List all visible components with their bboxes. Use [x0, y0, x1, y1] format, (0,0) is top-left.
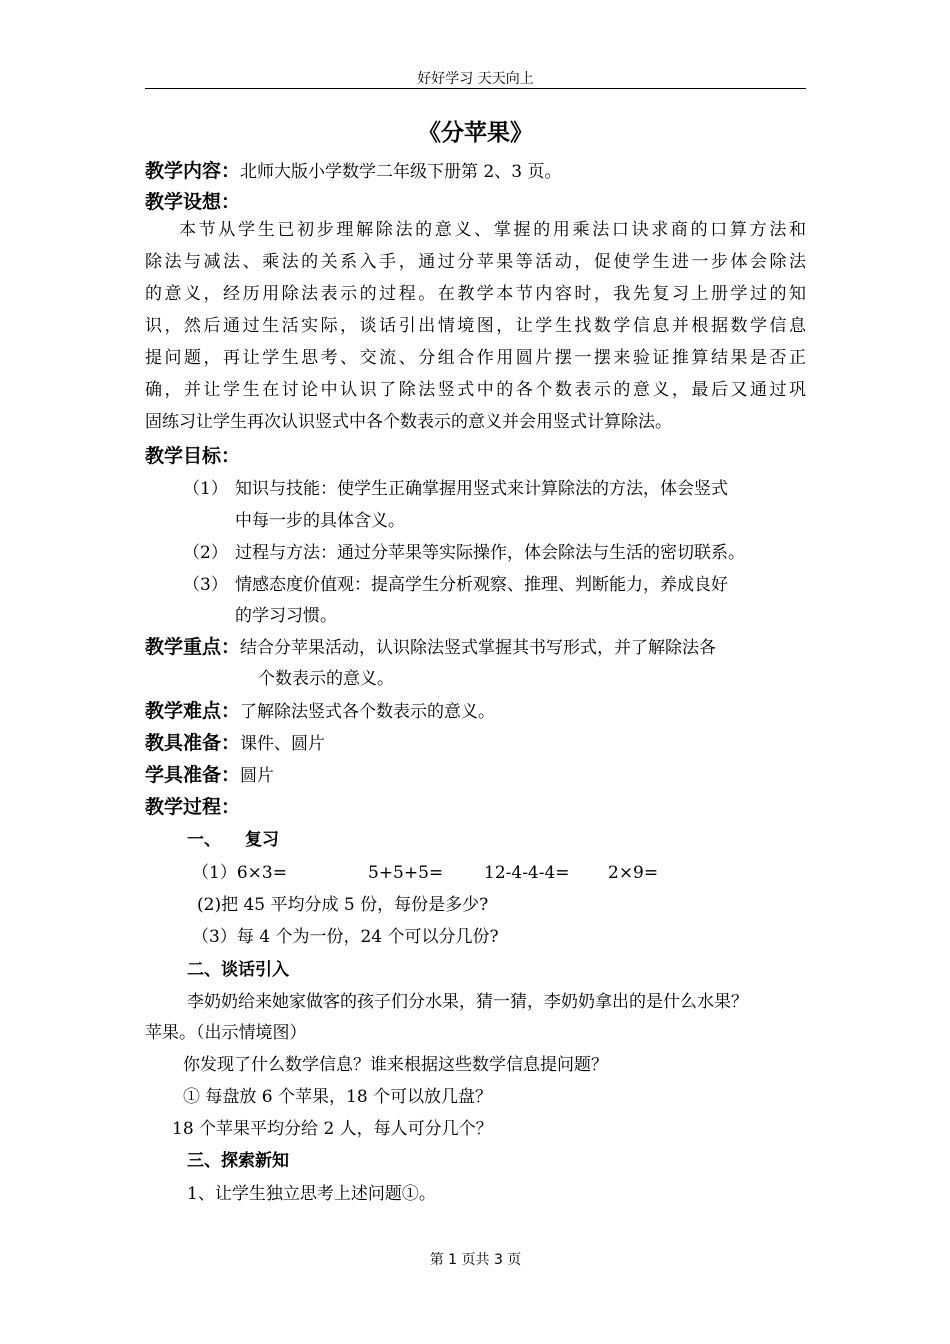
teacher-tools-label: 教具准备：	[145, 732, 241, 754]
review-q3: （3）每 4 个为一份，24 个可以分几份?	[192, 927, 499, 947]
keypoint-label: 教学重点：	[145, 636, 241, 658]
teacher-tools-text: 课件、圆片	[240, 734, 326, 754]
content-text: 北师大版小学数学二年级下册第 2、3 页。	[240, 162, 562, 182]
difficulty-label: 教学难点：	[145, 700, 241, 722]
section-1-title: 复习	[245, 830, 279, 850]
goal-item-3-cont: 的学习习惯。	[235, 606, 337, 626]
review-q2: (2)把 45 平均分成 5 份，每份是多少?	[197, 895, 489, 915]
design-line: 确，并让学生在讨论中认识了除法竖式中的各个数表示的意义，最后又通过巩	[145, 380, 806, 400]
header-rule	[145, 88, 806, 89]
goal-item-2	[183, 538, 745, 563]
section-1-heading	[187, 825, 279, 850]
goal-item-1	[183, 474, 728, 499]
student-tools-row	[145, 760, 274, 787]
section-2-heading: 二、谈话引入	[187, 960, 289, 980]
intro-line-5: 18 个苹果平均分给 2 人，每人可分几个？	[172, 1119, 493, 1139]
intro-line-3: 你发现了什么数学信息？谁来根据这些数学信息提问题？	[183, 1055, 608, 1075]
page-footer: 第 1 页共 3 页	[429, 1252, 522, 1268]
goal-number: （1）	[183, 479, 228, 499]
keypoint-row	[145, 632, 716, 659]
section-3-heading: 三、探索新知	[187, 1151, 289, 1171]
keypoint-cont: 个数表示的意义。	[258, 669, 394, 689]
goal-text: 过程与方法：通过分苹果等实际操作，体会除法与生活的密切联系。	[235, 543, 745, 563]
review-q1-b: 5+5+5=	[368, 863, 444, 883]
design-line: 识，然后通过生活实际，谈话引出情境图，让学生找数学信息并根据数学信息	[145, 316, 806, 336]
section-1-number: 一、	[187, 830, 221, 850]
review-q1	[192, 858, 658, 883]
content-row	[145, 156, 561, 183]
intro-line-2: 苹果。（出示情境图）	[145, 1023, 307, 1043]
design-line: 本节从学生已初步理解除法的意义、掌握的用乘法口诀求商的口算方法和	[179, 220, 806, 240]
review-q1-d: 2×9=	[608, 863, 659, 883]
teacher-tools-row	[145, 728, 325, 755]
design-label: 教学设想：	[145, 191, 241, 213]
content-label: 教学内容：	[145, 160, 241, 182]
review-q1-c: 12-4-4-4=	[484, 863, 570, 883]
goal-text: 知识与技能：使学生正确掌握用竖式来计算除法的方法，体会竖式	[235, 479, 728, 499]
page-header: 好好学习 天天向上	[417, 71, 534, 87]
process-label: 教学过程：	[145, 796, 241, 818]
design-line: 的意义，经历用除法表示的过程。在教学本节内容时，我先复习上册学过的知	[145, 284, 806, 304]
goal-number: （2）	[183, 543, 228, 563]
design-line: 固练习让学生再次认识竖式中各个数表示的意义并会用竖式计算除法。	[145, 412, 672, 432]
goal-text: 情感态度价值观：提高学生分析观察、推理、判断能力，养成良好	[235, 575, 728, 595]
document-title: 《分苹果》	[418, 120, 533, 146]
goal-item-1-cont: 中每一步的具体含义。	[235, 511, 405, 531]
goal-item-3	[183, 570, 728, 595]
student-tools-text: 圆片	[240, 766, 275, 786]
review-q1-a: （1）6×3=	[192, 863, 287, 883]
explore-line-1: 1、让学生独立思考上述问题①。	[187, 1184, 436, 1204]
design-paragraph	[145, 214, 806, 438]
difficulty-text: 了解除法竖式各个数表示的意义。	[240, 702, 496, 722]
goal-number: （3）	[183, 575, 228, 595]
design-line: 除法与减法、乘法的关系入手，通过分苹果等活动，促使学生进一步体会除法	[145, 252, 806, 272]
keypoint-text: 结合分苹果活动，认识除法竖式掌握其书写形式，并了解除法各	[240, 638, 717, 658]
design-line: 提问题，再让学生思考、交流、分组合作用圆片摆一摆来验证推算结果是否正	[145, 348, 806, 368]
intro-line-1: 李奶奶给来她家做客的孩子们分水果，猜一猜，李奶奶拿出的是什么水果？	[187, 992, 748, 1012]
intro-line-4: ① 每盘放 6 个苹果，18 个可以放几盘？	[183, 1087, 493, 1107]
goals-label: 教学目标：	[145, 445, 241, 467]
student-tools-label: 学具准备：	[145, 764, 241, 786]
difficulty-row	[145, 696, 495, 723]
